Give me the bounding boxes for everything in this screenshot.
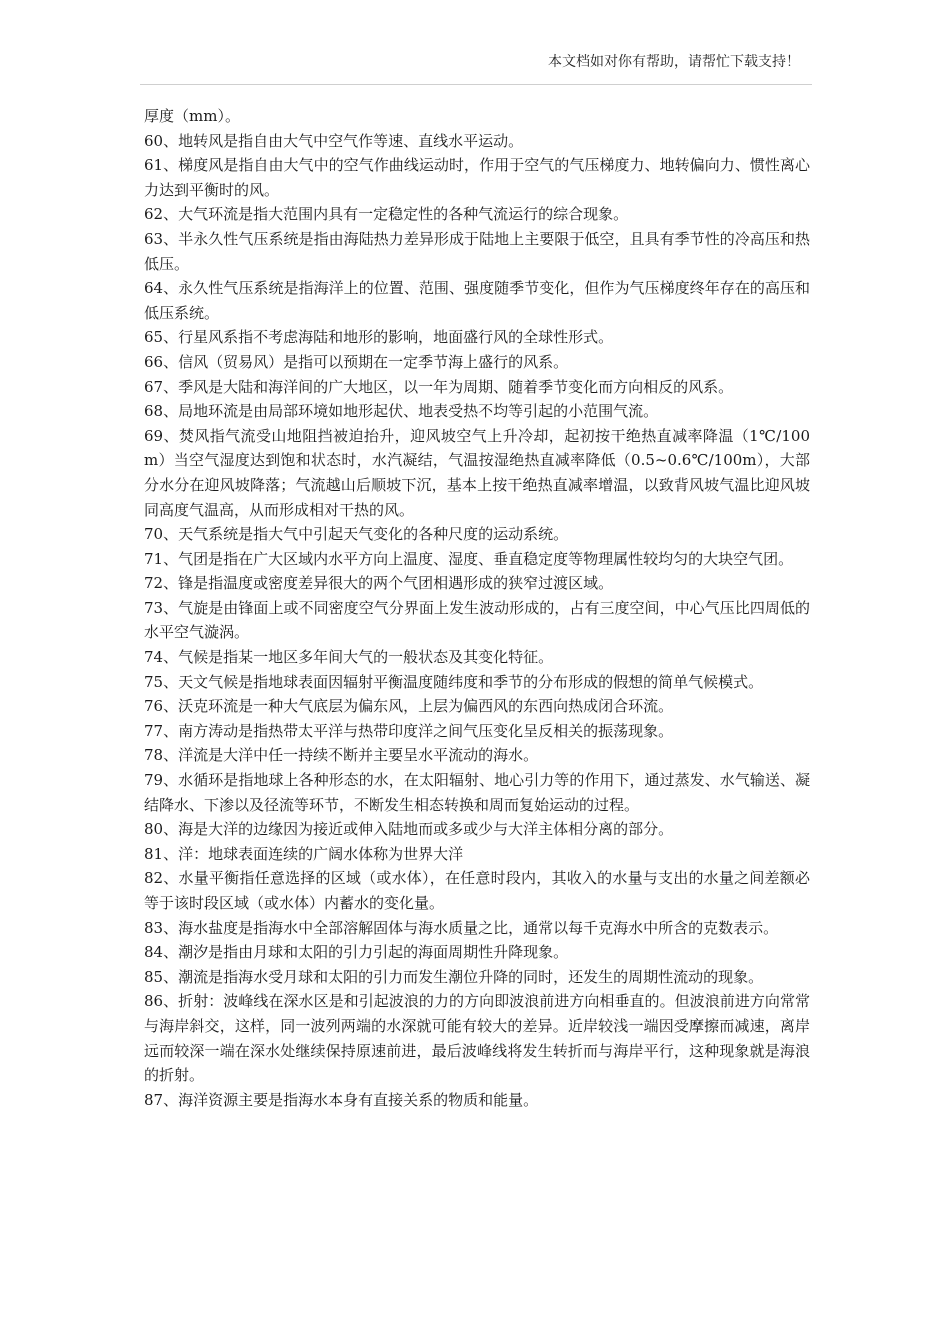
entry-62: 62、大气环流是指大范围内具有一定稳定性的各种气流运行的综合现象。 [144,205,629,224]
entry-78: 78、洋流是大洋中任一持续不断并主要呈水平流动的海水。 [144,746,539,765]
entry-85: 85、潮流是指海水受月球和太阳的引力而发生潮位升降的同时，还发生的周期性流动的现象。 [144,967,764,986]
entry-61: 61、梯度风是指自由大气中的空气作曲线运动时，作用于空气的气压梯度力、地转偏向力、惯性离心力达到平衡时的风。 [144,156,810,199]
entry-60: 60、地转风是指自由大气中空气作等速、直线水平运动。 [144,131,524,150]
entry-87: 87、海洋资源主要是指海水本身有直接关系的物质和能量。 [144,1090,539,1109]
entry-83: 83、海水盐度是指海水中全部溶解固体与海水质量之比，通常以每千克海水中所含的克数表示。 [144,918,779,937]
entry-63: 63、半永久性气压系统是指由海陆热力差异形成于陆地上主要限于低空，且具有季节性的冷高压和热低压。 [144,229,810,273]
entry-69: 69、焚风指气流受山地阻挡被迫抬升，迎风坡空气上升冷却，起初按干绝热直减率降温（1℃/100m）当空气湿度达到饱和状态时，水汽凝结，气温按湿绝热直减率降低（0.5~0.6℃/100m），大部分水分在迎风坡降落；气流越山后顺坡下沉，基本上按干绝热直减率增温，以致背风坡气温比迎风坡同高度气温高，从而形成相对干热的风。 [144,426,810,519]
entry-84: 84、潮汐是指由月球和太阳的引力引起的海面周期性升降现象。 [144,943,569,962]
document-body [144,104,810,1112]
header-divider [140,84,812,85]
page-header: 本文档如对你有帮助，请帮忙下载支持！ [548,54,800,70]
entry-67: 67、季风是大陆和海洋间的广大地区，以一年为周期、随着季节变化而方向相反的风系。 [144,377,734,396]
entry-77: 77、南方涛动是指热带太平洋与热带印度洋之间气压变化呈反相关的振荡现象。 [144,721,674,740]
entry-86: 86、折射：波峰线在深水区是和引起波浪的力的方向即波浪前进方向相垂直的。但波浪前进方向常常与海岸斜交，这样，同一波列两端的水深就可能有较大的差异。近岸较浅一端因受摩擦而减速，离岸远而较深一端在深水处继续保持原速前进，最后波峰线将发生转折而与海岸平行，这种现象就是海浪的折射。 [144,992,810,1085]
entry-76: 76、沃克环流是一种大气底层为偏东风，上层为偏西风的东西向热成闭合环流。 [144,697,674,716]
entry-70: 70、天气系统是指大气中引起天气变化的各种尺度的运动系统。 [144,525,569,544]
entry-64: 64、永久性气压系统是指海洋上的位置、范围、强度随季节变化，但作为气压梯度终年存在的高压和低压系统。 [144,279,810,322]
entry-72: 72、锋是指温度或密度差异很大的两个气团相遇形成的狭窄过渡区域。 [144,574,614,593]
entry-79: 79、水循环是指地球上各种形态的水，在太阳辐射、地心引力等的作用下，通过蒸发、水气输送、凝结降水、下渗以及径流等环节，不断发生相态转换和周而复始运动的过程。 [144,771,810,814]
entry-82: 82、水量平衡指任意选择的区域（或水体），在任意时段内，其收入的水量与支出的水量之间差额必等于该时段区域（或水体）内蓄水的变化量。 [144,869,810,912]
entry-73: 73、气旋是由锋面上或不同密度空气分界面上发生波动形成的，占有三度空间，中心气压比四周低的水平空气漩涡。 [144,598,810,642]
entry-66: 66、信风（贸易风）是指可以预期在一定季节海上盛行的风系。 [144,352,569,371]
entry-65: 65、行星风系指不考虑海陆和地形的影响，地面盛行风的全球性形式。 [144,328,614,347]
entry-75: 75、天文气候是指地球表面因辐射平衡温度随纬度和季节的分布形成的假想的简单气候模式。 [144,672,764,691]
entry-continuation: 厚度（mm）。 [144,107,240,125]
entry-68: 68、局地环流是由局部环境如地形起伏、地表受热不均等引起的小范围气流。 [144,402,659,421]
entry-74: 74、气候是指某一地区多年间大气的一般状态及其变化特征。 [144,648,554,667]
entry-71: 71、气团是指在广大区域内水平方向上温度、湿度、垂直稳定度等物理属性较均匀的大块空气团。 [144,549,794,568]
entry-81: 81、洋：地球表面连续的广阔水体称为世界大洋 [144,844,464,863]
entry-80: 80、海是大洋的边缘因为接近或伸入陆地而或多或少与大洋主体相分离的部分。 [144,820,674,839]
